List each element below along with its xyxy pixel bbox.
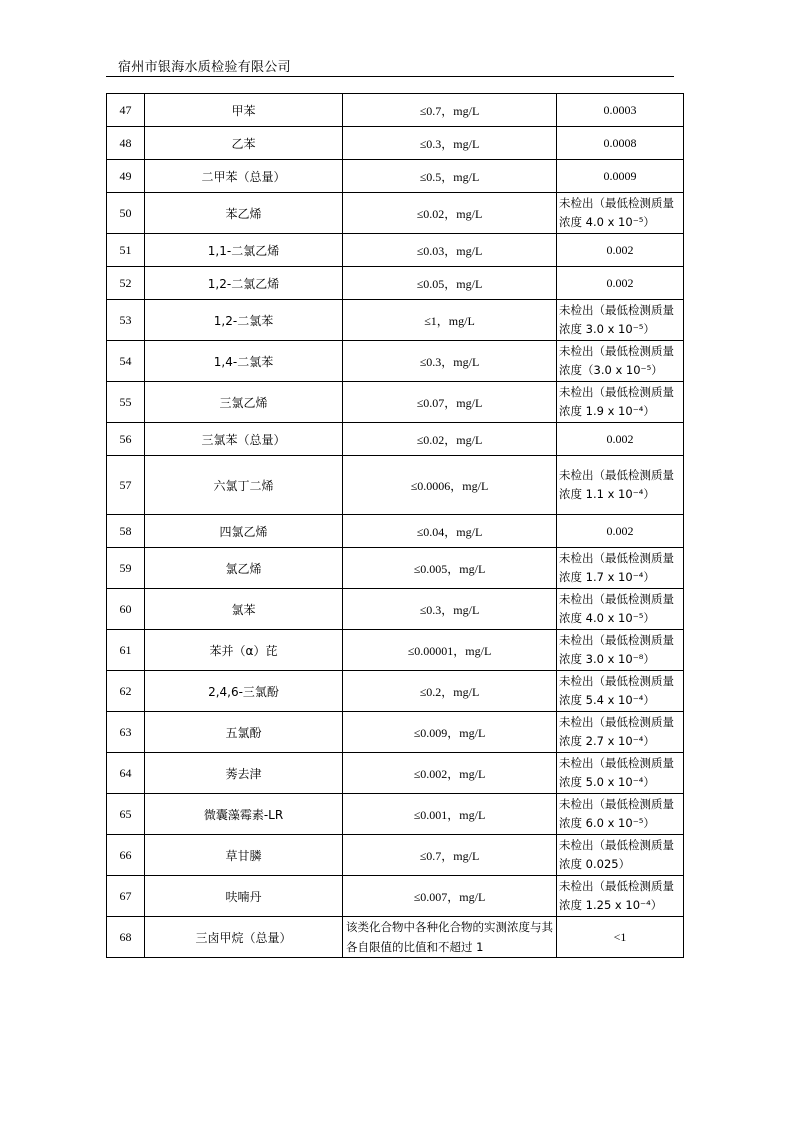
item-name: 乙苯 — [145, 127, 343, 160]
table-row — [107, 630, 684, 671]
result-value: 0.0003 — [557, 94, 684, 127]
table-row — [107, 382, 684, 423]
table-row — [107, 548, 684, 589]
row-number: 66 — [107, 835, 145, 876]
limit-value: ≤0.3，mg/L — [343, 589, 557, 630]
item-name: 三卤甲烷（总量） — [145, 917, 343, 958]
limit-value: ≤1，mg/L — [343, 300, 557, 341]
item-name: 莠去津 — [145, 753, 343, 794]
row-number: 60 — [107, 589, 145, 630]
row-number: 57 — [107, 456, 145, 515]
limit-value: ≤0.0006，mg/L — [343, 456, 557, 515]
row-number: 51 — [107, 234, 145, 267]
row-number: 68 — [107, 917, 145, 958]
company-header: 宿州市银海水质检验有限公司 — [118, 60, 291, 75]
limit-value: ≤0.007，mg/L — [343, 876, 557, 917]
header-divider — [106, 76, 674, 77]
item-name: 草甘膦 — [145, 835, 343, 876]
result-value: 未检出（最低检测质量浓度 3.0 x 10⁻⁸） — [557, 630, 684, 671]
limit-value: ≤0.07，mg/L — [343, 382, 557, 423]
row-number: 49 — [107, 160, 145, 193]
row-number: 67 — [107, 876, 145, 917]
result-value: 未检出（最低检测质量浓度 4.0 x 10⁻⁵） — [557, 589, 684, 630]
item-name: 六氯丁二烯 — [145, 456, 343, 515]
result-value: 0.002 — [557, 515, 684, 548]
result-value: 未检出（最低检测质量浓度（3.0 x 10⁻⁵） — [557, 341, 684, 382]
table-row — [107, 234, 684, 267]
limit-value: ≤0.5，mg/L — [343, 160, 557, 193]
result-value: 0.002 — [557, 423, 684, 456]
table-row — [107, 160, 684, 193]
result-value: 0.0008 — [557, 127, 684, 160]
limit-value: ≤0.03，mg/L — [343, 234, 557, 267]
result-value: 未检出（最低检测质量浓度 3.0 x 10⁻⁵） — [557, 300, 684, 341]
table-row — [107, 794, 684, 835]
row-number: 56 — [107, 423, 145, 456]
limit-value: ≤0.7，mg/L — [343, 835, 557, 876]
table-row — [107, 423, 684, 456]
row-number: 58 — [107, 515, 145, 548]
item-name: 苯乙烯 — [145, 193, 343, 234]
limit-value: ≤0.2，mg/L — [343, 671, 557, 712]
item-name: 甲苯 — [145, 94, 343, 127]
result-value: 未检出（最低检测质量浓度 1.9 x 10⁻⁴） — [557, 382, 684, 423]
table-row — [107, 267, 684, 300]
row-number: 55 — [107, 382, 145, 423]
limit-value: ≤0.002，mg/L — [343, 753, 557, 794]
limit-value: ≤0.3，mg/L — [343, 127, 557, 160]
limit-value: ≤0.3，mg/L — [343, 341, 557, 382]
item-name: 氯苯 — [145, 589, 343, 630]
row-number: 52 — [107, 267, 145, 300]
table-row — [107, 193, 684, 234]
table-row — [107, 835, 684, 876]
item-name: 三氯乙烯 — [145, 382, 343, 423]
item-name: 二甲苯（总量） — [145, 160, 343, 193]
limit-value: ≤0.02，mg/L — [343, 193, 557, 234]
row-number: 62 — [107, 671, 145, 712]
table-row — [107, 94, 684, 127]
limit-value: ≤0.02，mg/L — [343, 423, 557, 456]
row-number: 47 — [107, 94, 145, 127]
row-number: 53 — [107, 300, 145, 341]
limit-value: ≤0.05，mg/L — [343, 267, 557, 300]
result-value: 未检出（最低检测质量浓度 1.7 x 10⁻⁴） — [557, 548, 684, 589]
result-value: 0.002 — [557, 267, 684, 300]
table-row — [107, 917, 684, 958]
table-row — [107, 127, 684, 160]
limit-value: ≤0.00001，mg/L — [343, 630, 557, 671]
table-row — [107, 589, 684, 630]
item-name: 1,2-二氯乙烯 — [145, 267, 343, 300]
table-row — [107, 876, 684, 917]
item-name: 1,1-二氯乙烯 — [145, 234, 343, 267]
item-name: 苯并（α）芘 — [145, 630, 343, 671]
limit-value: ≤0.04，mg/L — [343, 515, 557, 548]
row-number: 63 — [107, 712, 145, 753]
item-name: 2,4,6-三氯酚 — [145, 671, 343, 712]
row-number: 65 — [107, 794, 145, 835]
item-name: 三氯苯（总量） — [145, 423, 343, 456]
limit-value: 该类化合物中各种化合物的实测浓度与其各自限值的比值和不超过 1 — [343, 917, 557, 958]
limit-value: ≤0.005，mg/L — [343, 548, 557, 589]
result-value: 未检出（最低检测质量浓度 5.0 x 10⁻⁴） — [557, 753, 684, 794]
item-name: 1,4-二氯苯 — [145, 341, 343, 382]
row-number: 50 — [107, 193, 145, 234]
limit-value: ≤0.009，mg/L — [343, 712, 557, 753]
item-name: 1,2-二氯苯 — [145, 300, 343, 341]
table-row — [107, 671, 684, 712]
row-number: 61 — [107, 630, 145, 671]
result-value: 未检出（最低检测质量浓度 0.025） — [557, 835, 684, 876]
limit-value: ≤0.7，mg/L — [343, 94, 557, 127]
item-name: 五氯酚 — [145, 712, 343, 753]
result-value: 0.0009 — [557, 160, 684, 193]
item-name: 四氯乙烯 — [145, 515, 343, 548]
table-row — [107, 712, 684, 753]
table-row — [107, 753, 684, 794]
result-value: 未检出（最低检测质量浓度 2.7 x 10⁻⁴） — [557, 712, 684, 753]
table-row — [107, 515, 684, 548]
item-name: 氯乙烯 — [145, 548, 343, 589]
result-value: 未检出（最低检测质量浓度 5.4 x 10⁻⁴） — [557, 671, 684, 712]
row-number: 59 — [107, 548, 145, 589]
item-name: 微囊藻霉素-LR — [145, 794, 343, 835]
result-value: 0.002 — [557, 234, 684, 267]
limit-value: ≤0.001，mg/L — [343, 794, 557, 835]
row-number: 54 — [107, 341, 145, 382]
row-number: 64 — [107, 753, 145, 794]
result-value: 未检出（最低检测质量浓度 1.1 x 10⁻⁴） — [557, 456, 684, 515]
results-table — [106, 93, 684, 958]
row-number: 48 — [107, 127, 145, 160]
result-value: 未检出（最低检测质量浓度 1.25 x 10⁻⁴） — [557, 876, 684, 917]
result-value: 未检出（最低检测质量浓度 6.0 x 10⁻⁵） — [557, 794, 684, 835]
result-value: 未检出（最低检测质量浓度 4.0 x 10⁻⁵） — [557, 193, 684, 234]
table-row — [107, 341, 684, 382]
table-row — [107, 300, 684, 341]
result-value: <1 — [557, 917, 684, 958]
item-name: 呋喃丹 — [145, 876, 343, 917]
table-row — [107, 456, 684, 515]
